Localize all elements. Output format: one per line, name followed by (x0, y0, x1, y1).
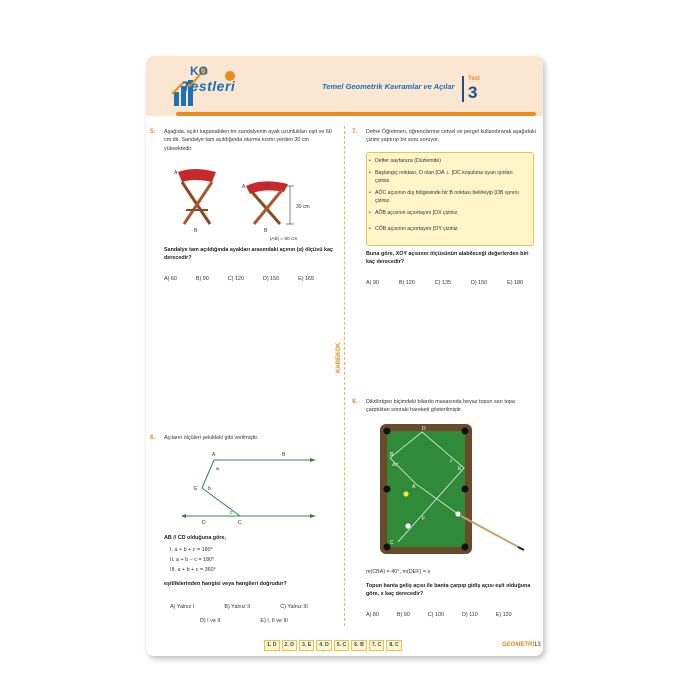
worksheet-page (146, 56, 543, 656)
q6-label-c-angle: c (230, 510, 233, 516)
answer-key-2: 2. D (282, 640, 298, 651)
q8-label-angle: 40° (392, 462, 399, 467)
q6-text: Açıların ölçüleri şekildeki gibi verilmiştir. (164, 435, 259, 441)
q6-option-d[interactable]: D) I ve II (200, 618, 221, 624)
q7-option-e[interactable]: E) 180 (507, 280, 524, 286)
q8-option-c[interactable]: C) 100 (427, 612, 444, 618)
q6-label-a-point: A (212, 452, 216, 458)
q7-question: Buna göre, XOY açısının ölçüsünün alabileceği değerlerden biri kaç derecedir? (366, 251, 529, 266)
answer-key-8: 8. C (386, 640, 402, 651)
q8-label-f: F (422, 516, 426, 522)
q8-label-x: x (450, 458, 453, 463)
page-title: Temel Geometrik Kavramlar ve Açılar (322, 82, 455, 91)
q6-option-c[interactable]: C) Yalnız III (280, 604, 308, 610)
answer-key-4: 4. D (316, 640, 332, 651)
q7-option-d[interactable]: D) 150 (470, 280, 488, 286)
q8-billiard-table (378, 422, 528, 560)
q5-option-c[interactable]: C) 120 (227, 276, 244, 282)
q7-option-a[interactable]: A) 90 (366, 280, 379, 286)
q7-tip-3: • AÔC açısının dış bölgesinde bir B noktası belirleyip [OB ışınını çiziniz. (375, 189, 525, 205)
q7-option-b[interactable]: B) 120 (398, 280, 415, 286)
q6-item-3: III. a + b + c = 360° (170, 567, 216, 573)
answer-key-5: 5. C (334, 640, 350, 651)
test-label: Test (468, 76, 480, 82)
q8-option-e[interactable]: E) 120 (495, 612, 512, 618)
q8-option-b[interactable]: B) 90 (396, 612, 410, 618)
answer-key (264, 640, 402, 650)
answer-key-7: 7. C (369, 640, 385, 651)
q8-label-c: C (390, 540, 394, 546)
q6-item-2: II. a + b − c = 180° (170, 557, 215, 563)
q5-option-d[interactable]: D) 150 (262, 276, 280, 282)
q7-instruction-box (366, 152, 534, 246)
q5-ab-label: |AB| = 60 cm (270, 237, 298, 242)
q7-text: Defne Öğretmen, öğrencilerine cetvel ve pergel kullandırarak aşağıdaki çizimi yaptırıp bir soru soruyor. (366, 129, 536, 144)
q5-number: 5. (150, 128, 156, 135)
q8-label-e: E (458, 466, 462, 472)
q5-label-b2: B (264, 228, 268, 234)
q5-label-b1: B (194, 228, 198, 234)
q8-option-a[interactable]: A) 80 (366, 612, 379, 618)
q6-label-b-angle: b (208, 486, 211, 492)
q7-tip-2: • Başlangıç noktası, O olan [OA ⊥ [OC koşuluna uyan ışınları çiziniz. (375, 169, 525, 185)
q8-options (366, 612, 512, 618)
q7-tip-4: • AÔB açısının açıortayını [OX çiziniz. (375, 209, 525, 217)
q6-options-row1 (170, 604, 308, 610)
q5-option-e[interactable]: E) 165 (298, 276, 315, 282)
page-number: 13 (534, 642, 541, 648)
q6-label-c-point: C (238, 520, 242, 526)
q5-chair-figure (164, 166, 340, 242)
q6-label-d-point: D (202, 520, 206, 526)
answer-key-3: 3. E (299, 640, 314, 651)
q6-label-a-angle: a (216, 466, 219, 472)
q8-label-d: D (422, 426, 426, 432)
q8-given: m(CBA) = 40°, m(DEF) = x (366, 569, 431, 575)
q8-option-d[interactable]: D) 110 (461, 612, 478, 618)
q5-label-a1: A (174, 170, 178, 176)
q6-option-e[interactable]: E) I, II ve III (260, 618, 288, 624)
q8-text: Dikdörtgen biçimdeki bilardo masasında beyaz topun sarı topa çarptıktan sonraki hareketi gösterilmiştir. (366, 399, 515, 414)
q8-number: 8. (352, 398, 358, 405)
q6-number: 6. (150, 434, 156, 441)
q5-height-label: 30 cm (296, 204, 310, 210)
q7-tip-5: • CÔB açısının açıortayını [OY çiziniz. (375, 225, 525, 233)
q5-option-a[interactable]: A) 60 (164, 276, 177, 282)
q6-question: eşitliklerinden hangisi veya hangileri doğrudur? (164, 581, 287, 587)
q5-option-b[interactable]: B) 90 (195, 276, 209, 282)
q5-options (164, 276, 314, 282)
logo-text: Testleri (182, 78, 236, 94)
test-divider (462, 76, 464, 102)
q5-text: Aşağıda, açılır kapanabilen bir sandalyenin ayak uzunlukları eşit ve 60 cm dir. Sandalye tam açıldığında oturma kısmı yerden 30 cm yüksektedir. (164, 129, 332, 152)
page-header (146, 56, 543, 116)
header-stripe (176, 112, 536, 116)
q7-number: 7. (352, 128, 358, 135)
q7-tip-1: • Defter sayfanıza (Düzlemde) (375, 157, 525, 165)
q6-label-b-point: B (282, 452, 286, 458)
q8-question: Topun banta geliş açısı ile banta çarpıp gidiş açısı eşit olduğuna göre, x kaç derecedir? (366, 583, 531, 598)
q8-label-a: A (412, 484, 416, 490)
q6-item-1: I. a + b + c = 180° (170, 547, 213, 553)
q5-question: Sandalye tam açıldığında ayakları arasındaki açının (α) ölçüsü kaç derecedir? (164, 247, 333, 262)
q5-label-a2: A (242, 184, 246, 190)
q7-options (366, 280, 523, 286)
q6-option-b[interactable]: B) Yalnız II (224, 604, 251, 610)
test-number: 3 (468, 83, 478, 102)
q6-condition: AB // CD olduğuna göre, (164, 535, 226, 541)
q8-label-b: B (390, 452, 394, 458)
logo-small-text: KO (190, 64, 208, 78)
q6-label-e-point: E (194, 486, 198, 492)
subject-label: GEOMETRİ (502, 642, 535, 648)
answer-key-6: 6. B (351, 640, 367, 651)
q6-option-a[interactable]: A) Yalnız I (170, 604, 195, 610)
q6-parallel-figure (182, 446, 322, 526)
answer-key-1: 1. D (264, 640, 280, 651)
q7-option-c[interactable]: C) 135 (434, 280, 451, 286)
q6-options-row2 (200, 618, 288, 624)
side-logo: KAREKÖK (336, 342, 342, 374)
